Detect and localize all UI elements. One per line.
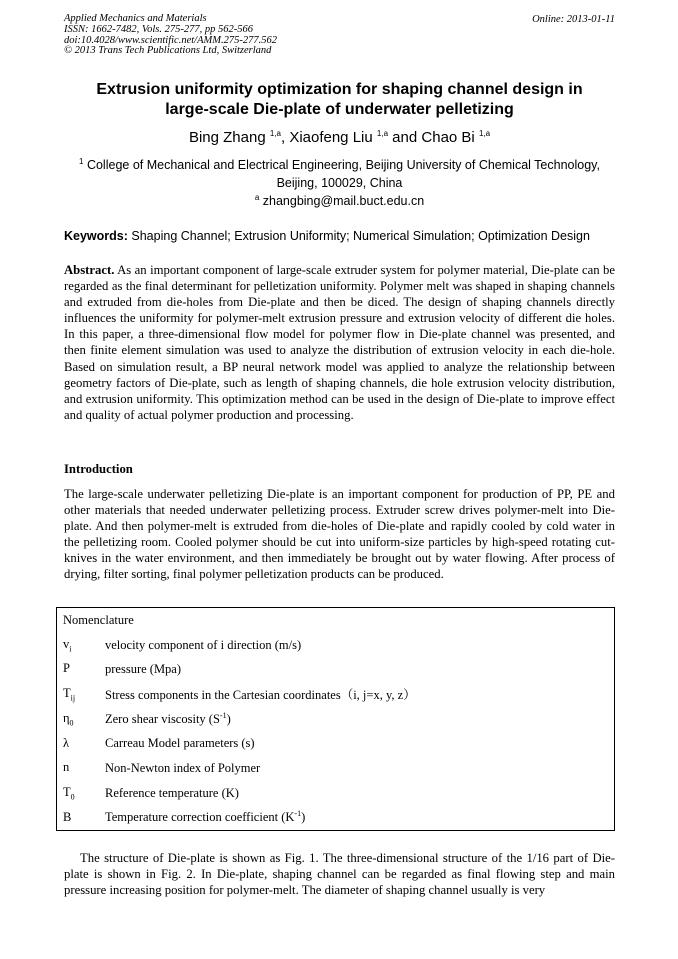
email-sup: a <box>254 192 260 202</box>
description <box>99 682 615 707</box>
description <box>99 707 615 732</box>
symbol-sub: 0 <box>69 718 74 728</box>
author-sup: 1,a <box>269 129 281 138</box>
description-sup: -1 <box>219 710 227 720</box>
issn: ISSN: 1662-7482, Vols. 275-277, pp 562-566 <box>64 23 253 35</box>
symbol-text: v <box>63 636 70 651</box>
nomenclature-row <box>57 781 615 806</box>
affiliation <box>64 156 615 192</box>
email <box>64 194 615 208</box>
description-text: Non-Newton index of Polymer <box>105 760 261 775</box>
symbol <box>57 707 100 732</box>
description <box>99 806 615 831</box>
description <box>99 781 615 806</box>
symbol-text: P <box>63 661 70 676</box>
abstract-text: As an important component of large-scale extruder system for polymer material, Die-plate can be regarded as the final determinant for pelletization uniformity. Polymer melt was shaped in shaping channels and extruded from die-holes from Die-plate and then be diced. The design of shaping channels directly influences the uniformity for polymer-melt extrusion pressure and extrusion velocity of different die holes. In this paper, a three-dimensional flow model for polymer flow in Die-plate channel was presented, and then finite element simulation was used to analyze the distribution of extrusion velocity in each die-hole. Based on simulation result, a BP neural network model was applied to analyze the relationship between geometry factors of Die-plate, such as length of shaping channels, die hole extrusion velocity distribution, and extrusion uniformity. This optimization method can be used in the design of Die-plate to improve effect and quality of actual polymer production and processing. <box>64 263 615 422</box>
online-date: Online: 2013-01-11 <box>532 14 615 25</box>
title-line: Extrusion uniformity optimization for shaping channel design in <box>96 81 583 98</box>
symbol-sub: 0 <box>70 792 75 802</box>
authors <box>64 129 615 146</box>
symbol <box>57 781 100 806</box>
symbol-text: η <box>63 710 70 725</box>
symbol <box>57 682 100 707</box>
description-text: Temperature correction coefficient (K <box>105 810 295 825</box>
journal-name: Applied Mechanics and Materials <box>64 13 207 24</box>
nomenclature-row <box>57 806 615 831</box>
description-end: ) <box>301 810 306 825</box>
description-text: Carreau Model parameters (s) <box>105 736 255 751</box>
description-sup: -1 <box>294 809 302 819</box>
symbol <box>57 657 100 682</box>
title-line: large-scale Die-plate of underwater pelletizing <box>165 101 514 118</box>
author-sup: 1,a <box>376 129 389 138</box>
email-address[interactable]: zhangbing@mail.buct.edu.cn <box>262 194 425 208</box>
nomenclature-row <box>57 756 615 781</box>
author: Xiaofeng Liu <box>289 129 373 146</box>
description <box>99 756 615 781</box>
description-text: Stress components in the Cartesian coordinates（i, j=x, y, z） <box>105 688 416 703</box>
description-text: Zero shear viscosity (S <box>105 711 220 726</box>
abstract <box>64 262 615 423</box>
introduction-text: The large-scale underwater pelletizing Die-plate is an important component for production of PP, PE and other materials that needed underwater pelletizing process. Extruder screw drives polymer-melt into Die-plate. And then polymer-melt is extruded from die-holes of Die-plate and rapidly cooled by cold water in the pelletizing room. Cooled polymer should be cut into uniform-size particles by high-speed rotating cut-knives in the water environment, and then immediately be brought out by water flowing. After process of drying, filter sorting, final polymer pelletization products can be produced. <box>64 487 615 582</box>
aff-line: Beijing, 100029, China <box>276 176 403 190</box>
nomenclature-row <box>57 657 615 682</box>
description-end: ) <box>226 711 231 726</box>
description <box>99 633 615 658</box>
symbol <box>57 633 100 658</box>
symbol-text: T <box>63 686 71 701</box>
nomenclature-table <box>56 607 615 831</box>
description <box>99 657 615 682</box>
keywords-text: Shaping Channel; Extrusion Uniformity; Numerical Simulation; Optimization Design <box>131 229 590 243</box>
author-sup: 1,a <box>478 129 491 138</box>
keywords-label: Keywords: <box>64 229 128 243</box>
description-text: velocity component of i direction (m/s) <box>105 637 302 652</box>
nomenclature-row <box>57 731 615 756</box>
nomenclature-heading: Nomenclature <box>63 612 134 627</box>
aff-line: College of Mechanical and Electrical Engineering, Beijing University of Chemical Technology, <box>86 158 600 172</box>
journal-header <box>64 14 277 57</box>
abstract-label: Abstract. <box>64 263 115 277</box>
description <box>99 731 615 756</box>
symbol <box>57 756 100 781</box>
author: Chao Bi <box>421 129 475 146</box>
introduction-heading: Introduction <box>64 462 133 476</box>
author-sep: and <box>388 129 422 146</box>
symbol-text: T <box>63 784 71 799</box>
nomenclature-row <box>57 682 615 707</box>
symbol-sub: ij <box>70 693 76 703</box>
aff-sup: 1 <box>79 156 84 166</box>
symbol <box>57 731 100 756</box>
symbol <box>57 806 100 831</box>
symbol-sub: i <box>69 644 72 654</box>
symbol-text: λ <box>63 735 70 750</box>
symbol-text: B <box>63 809 72 824</box>
copyright: © 2013 Trans Tech Publications Ltd, Switzerland <box>64 45 272 57</box>
keywords <box>64 229 624 243</box>
body-paragraph: The structure of Die-plate is shown as Fig. 1. The three-dimensional structure of the 1/16 part of Die-plate is shown in Fig. 2. In Die-plate, shaping channel can be regarded as final flowing step and main pressure increasing position for polymer-melt. The diameter of shaping channel usually is very <box>64 851 615 898</box>
nomenclature-row <box>57 633 615 658</box>
author-sep: , <box>280 129 290 146</box>
doi: doi:10.4028/www.scientific.net/AMM.275-277.562 <box>64 34 277 46</box>
description-text: Reference temperature (K) <box>105 785 239 800</box>
description-text: pressure (Mpa) <box>105 662 182 677</box>
symbol-text: n <box>63 760 70 775</box>
nomenclature-row <box>57 707 615 732</box>
paper-title <box>64 80 615 120</box>
author: Bing Zhang <box>188 129 266 146</box>
